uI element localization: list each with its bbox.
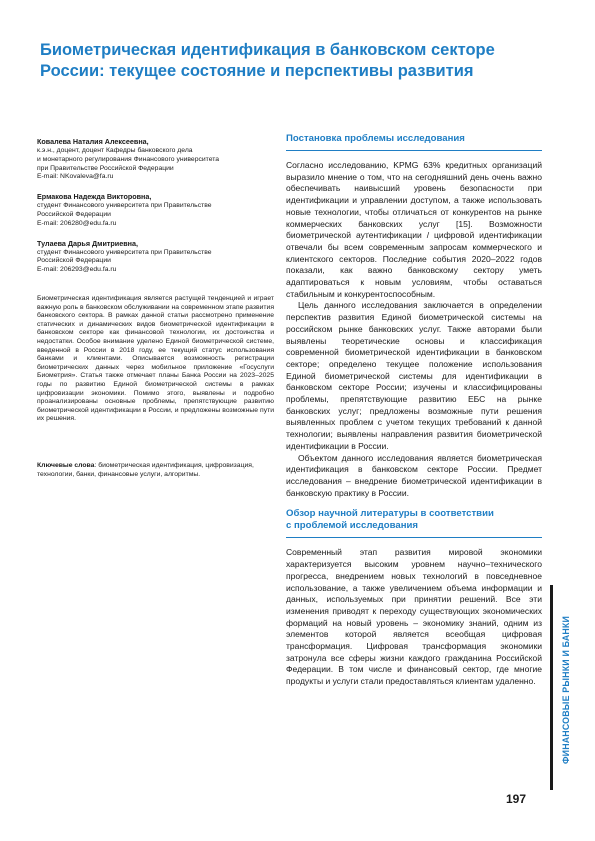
author-name: Тулаева Дарья Дмитриевна,: [37, 238, 138, 248]
page-number: 197: [506, 792, 527, 806]
author-name: Ермакова Надежда Викторовна,: [37, 192, 152, 202]
section-heading-literature: Обзор научной литературы в соответствии с проблемой исследования: [286, 508, 494, 532]
author-affiliation: к.э.н., доцент, доцент Кафедры банковского дела и монетарного регулирования Финансового университета при Правительстве Российской Федерации E-mail: NKovaleva@fa.ru: [37, 147, 220, 181]
author-entry: [37, 137, 270, 182]
section-divider: [286, 150, 542, 151]
article-title: Биометрическая идентификация в банковском секторе России: текущее состояние и перспективы развития: [40, 41, 495, 80]
keywords: [37, 462, 274, 479]
main-column: [286, 133, 542, 688]
author-affiliation: студент Финансового университета при Правительстве Российской Федерации E-mail: 206280@edu.fa.ru: [37, 202, 212, 227]
author-affiliation: студент Финансового университета при Правительстве Российской Федерации E-mail: 206293@edu.fa.ru: [37, 248, 212, 274]
section-divider: [286, 537, 542, 538]
section-heading-problem: Постановка проблемы исследования: [286, 133, 465, 144]
body-paragraph: Объектом данного исследования является биометрическая идентификация в банковском секторе России. Предмет исследования – внедрение биометрической идентификации в банковскую практику в России.: [286, 452, 542, 498]
author-entry: [37, 192, 270, 228]
abstract: Биометрическая идентификация является растущей тенденцией и играет важную роль в банковском обслуживании на современном этапе развития банковского сектора. В рамках данной статьи рассмотрено применение статических и динамических видов биометрической идентификации в банковском секторе как финансовой технологии, их достоинства и недостатки. Особое внимание уделено Единой биометрической системе, введенной в России в 2018 году, ее текущий статус использования банками и клиентами. Описывается возможность регистрации биометрических данных через мобильное приложение «Госуслуги Биометрия». Статья также отмечает планы Банка России на 2023–2025 годы по развитию Единой биометрической системы в рамках цифровизации экономики. Помимо этого, выявлены и подробно проанализированы основные проблемы, препятствующие развитию биометрической идентификации в России, и предложены возможные пути их решения.: [37, 295, 274, 423]
body-paragraph: Цель данного исследования заключается в определении перспектив развития Единой биометрической системы на российском рынке банковских услуг. Также авторами были выявлены теоретические основы и классификация современной биометрической идентификации в банковском секторе; определено текущее положение использования Единой биометрической системы для идентификации в банковском секторе России; изучены и классифицированы проблемы, препятствующие развитию ЕБС на рынке банковских услуг; предложены возможные пути решения выявленных проблем с учетом текущих требований к данной технологии; выявлены направления развития биометрической идентификации в России.: [286, 300, 542, 451]
journal-section-text: ФИНАНСОВЫЕ РЫНКИ И БАНКИ: [561, 615, 571, 765]
side-rule: [550, 585, 553, 790]
body-paragraph: Согласно исследованию, KPMG 63% кредитных организаций выразило мнение о том, что на сегодняшний день очень важно обеспечивать наивысший уровень безопасности при идентификации и управлении доступом, а также использовать новые технологии, чтобы отличаться от конкурентов на рынке коммерческих банковских услуг [15]. Возможности биометрической аутентификации / цифровой идентификации отвечали бы всем современным запросам коммерческого и клиентского секторов. Последние события 2020–2022 годов показали, как важно банковскому сектору уметь адаптироваться к новым условиям, чтобы оставаться стабильным и конкурентоспособным.: [286, 160, 542, 299]
authors-block: [37, 137, 270, 285]
author-entry: [37, 239, 270, 275]
body-paragraph: Современный этап развития мировой экономики характеризуется высоким уровнем научно–технического прогресса, внедрением новых технологий в повседневное использование, а также увеличением объема информации и данных, используемых при принятии решений. Все эти изменения приводят к переходу существующих экономических формаций на новый уровень – экономику знаний, одним из элементов которой является всеобщая цифровая трансформация. Цифровая трансформация экономики затронула все сферы жизни каждого гражданина Российской Федерации. В том числе и финансовый сектор, где многие продукты и услуги стали предоставляться клиентам удаленно.: [286, 547, 542, 687]
keywords-text: : биометрическая идентификация, цифровизация, технологии, банки, финансовые услуги, алгоритмы.: [37, 462, 254, 478]
keywords-label: Ключевые слова: [37, 462, 95, 469]
author-name: Ковалева Наталия Алексеевна,: [37, 137, 149, 146]
